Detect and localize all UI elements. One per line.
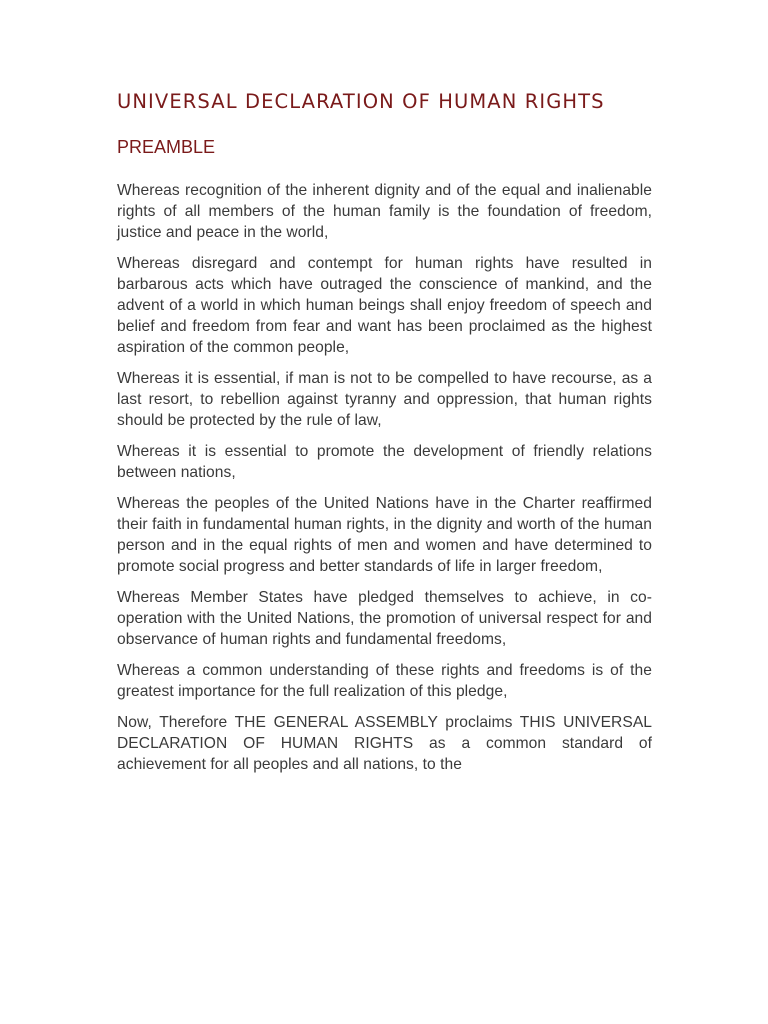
paragraph: Whereas recognition of the inherent dignity and of the equal and inalienable rights of all members of the human family is the foundation of freedom, justice and peace in the world, [117,182,652,241]
paragraph: Whereas a common understanding of these rights and freedoms is of the greatest importance for the full realization of this pledge, [117,662,652,700]
preamble-body [117,180,652,775]
paragraph: Whereas disregard and contempt for human rights have resulted in barbarous acts which have outraged the conscience of mankind, and the advent of a world in which human beings shall enjoy freedom of speech and belief and freedom from fear and want has been proclaimed as the highest aspiration of the common people, [117,255,652,356]
paragraph: Whereas it is essential to promote the development of friendly relations between nations, [117,443,652,481]
document-page [117,88,652,785]
section-heading-preamble: PREAMBLE [117,137,216,157]
paragraph: Whereas Member States have pledged themselves to achieve, in co-operation with the United Nations, the promotion of universal respect for and observance of human rights and fundamental freedoms, [117,589,652,648]
paragraph: Whereas the peoples of the United Nations have in the Charter reaffirmed their faith in fundamental human rights, in the dignity and worth of the human person and in the equal rights of men and women and have determined to promote social progress and better standards of life in larger freedom, [117,495,652,575]
document-title: UNIVERSAL DECLARATION OF HUMAN RIGHTS [117,90,605,113]
paragraph: Now, Therefore THE GENERAL ASSEMBLY proclaims THIS UNIVERSAL DECLARATION OF HUMAN RIGHTS as a common standard of achievement for all peoples and all nations, to the [117,714,652,773]
paragraph: Whereas it is essential, if man is not to be compelled to have recourse, as a last resort, to rebellion against tyranny and oppression, that human rights should be protected by the rule of law, [117,370,652,429]
